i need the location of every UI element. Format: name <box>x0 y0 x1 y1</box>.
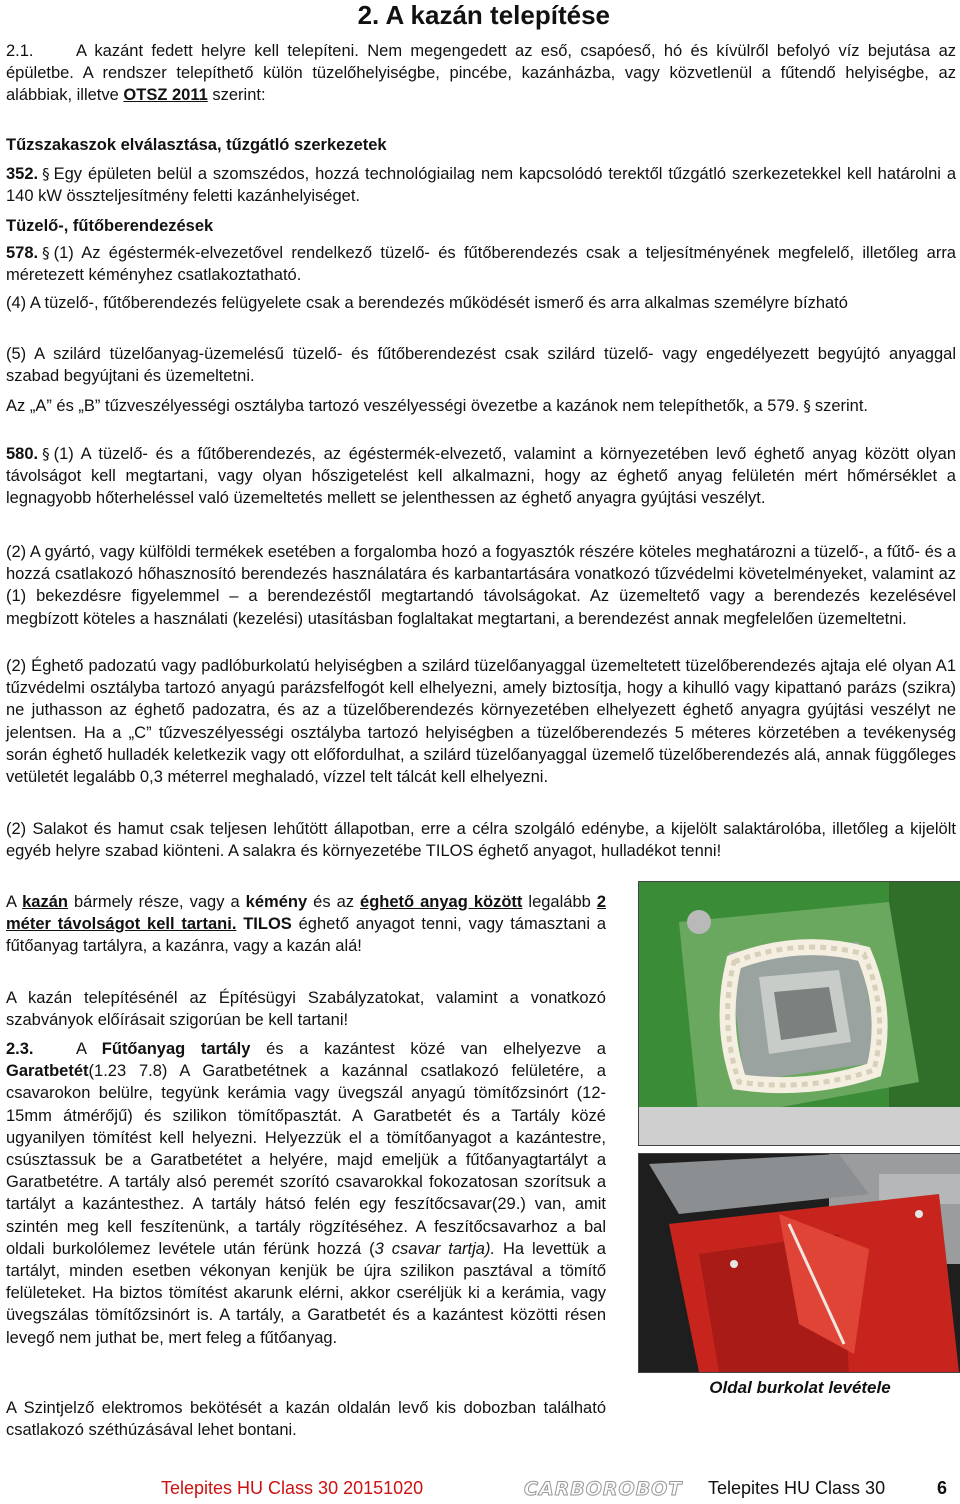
paragraph-ember-catcher: (2) Éghető padozatú vagy padlóburkolatú helyiségben a szilárd tüzelőanyaggal üzemeltetett tüzelőberendezés ajtaja elé olyan A1 tűzvédelmi osztályba tartozó anyagú parázsfelfogót kell elhelyezni, amely biztosítja, hogy a kihulló vagy kipattanó parázs (szikra) ne juthasson az éghető padozatra, és az a tüzelőberendezés környezetében elhelyezett éghető anyagra gyújtási veszélyt ne jelentsen. Ha a „C” tűzveszélyességi osztályba tartozó helyiségben a tüzelőberendezés 5 méteres körzetében a tevékenység során éghető hulladék keletkezik vagy ott előfordulhat, a szilárd tüzelőanyaggal üzemelő tüzelőberendezés alá, annak függőleges vetületét legalább 0,3 méterrel meghaladó, vízzel telt tálcát kell elhelyezni. <box>6 657 956 787</box>
photo-caption: Oldal burkolat levétele <box>709 1378 891 1397</box>
section-symbol: § <box>42 165 50 183</box>
section-symbol: § <box>42 445 50 463</box>
section-2-1: 2.1. A kazánt fedett helyre kell telepíteni. Nem megengedett az eső, csapóeső, hó és kívülről befolyó víz bejutása az épületbe. A rendszer telepíthető külön tüzelőhelyiségbe, pincébe, kazánházba, vagy közvetlenül a fűtendő helyiségbe, az alábbiak, illetve OTSZ 2011 szerint: <box>6 42 956 105</box>
photo-hopper-seal <box>638 881 960 1146</box>
footer-doc-name: Telepites HU Class 30 <box>708 1478 886 1498</box>
section-number: 2.1. <box>6 42 34 60</box>
paragraph-regulations: A kazán telepítésénél az Építésügyi Szabályzatokat, valamint a vonatkozó szabványok előírásait szigorúan be kell tartani! <box>6 989 606 1030</box>
subheading-fire-sections: Tűzszakaszok elválasztása, tűzgátló szerkezetek <box>6 136 387 154</box>
paragraph-580: 580. § (1) A tüzelő- és a fűtőberendezés, az égéstermék-elvezető, valamint a környezetében levő éghető anyag között olyan távolságot kell megtartani, vagy olyan hőszigetelést kell alkalmazni, hogy az éghető anyag felületén mért hőmérséklet a legnagyobb hőterheléssel való üzemeltetés mellett se jelenthessen az éghető anyagra gyújtási veszélyt. <box>6 445 956 508</box>
section-2-3: 2.3. A Fűtőanyag tartály és a kazántest közé van elhelyezve a Garatbetét(1.23 7.8) A Garatbetétnek a kazánnal csatlakozó felületére, a csavarokon belülre, tegyünk kerámia vagy üvegszál anyagú tömítőzsinórt (12-15mm átmérőjű) és szilikon tömítőpasztát. A Garatbetét és a Tartály közé ugyanilyen tömítést kell helyezni. Helyezzük el a tömítőanyagot a kazántestre, csúsztassuk be a Garatbetétet a helyére, majd emeljük a fűtőanyagtartályt a Garatbetétre. A tartály alsó peremét szorító csavarokkal fokozatosan szorítsuk a tartályt a kazántesthez. A tartály hátsó felén egy feszítőcsavar(29.) van, amit szintén meg kell feszítenünk, a tartály rögzítéséhez. A feszítőcsavarhoz a bal oldali burkolólemez levétele után férünk hozzá (3 csavar tartja). Ha levettük a tartályt, minden esetben vékonyan kenjük be újra szilikon pasztával a tömítő felületeket. Ha biztos tömítést akarunk elérni, akkor cseréljük ki a kerámia, vagy üvegszálas tömítőzsinórt is. A tartály, a Garatbetét és a kazántest közötti résen levegő nem juthat be, mert feleg a fűtőanyag. <box>6 1040 606 1347</box>
section-symbol: § <box>803 397 811 415</box>
paragraph-zone-ab: Az „A” és „B” tűzveszélyességi osztályba tartozó veszélyességi övezetbe a kazánok nem telepíthetők, a 579. § szerint. <box>6 397 869 415</box>
otsz-link[interactable]: OTSZ 2011 <box>123 86 208 105</box>
photo-side-panel-image <box>639 1154 960 1372</box>
paragraph-578-5: (5) A szilárd tüzelőanyag-üzemelésű tüzelő- és fűtőberendezést csak szilárd tüzelő- vagy engedélyezett begyújtó anyaggal szabad begyújtani és üzemeltetni. <box>6 345 956 386</box>
page-number: 6 <box>937 1478 948 1498</box>
warning-distance: A kazán bármely része, vagy a kémény és az éghető anyag között legalább 2 méter távolságot kell tartani. TILOS éghető anyagot tenni, vagy támasztani a fűtőanyag tartályra, a kazánra, vagy a kazán alá! <box>6 893 607 956</box>
page-footer <box>0 1478 960 1504</box>
paragraph-level-sensor: A Szintjelző elektromos bekötését a kazán oldalán levő kis dobozban található csatlakozó széthúzásával lehet bontani. <box>6 1399 606 1440</box>
subheading-heaters: Tüzelő-, fűtőberendezések <box>6 217 214 235</box>
footer-doc-id: Telepites HU Class 30 20151020 <box>161 1478 424 1498</box>
photo-hopper-seal-image <box>639 882 960 1145</box>
carborobot-logo: CARBOROBOT <box>524 1478 683 1500</box>
paragraph-578-4: (4) A tüzelő-, fűtőberendezés felügyelete csak a berendezés működését ismerő és arra alkalmas személyre bízható <box>6 294 848 312</box>
photo-side-panel <box>638 1153 960 1373</box>
paragraph-352: 352. § Egy épületen belül a szomszédos, hozzá technológiailag nem kapcsolódó terektől tűzgátló szerkezetekkel kell határolni a 140 kW összteljesítmény feletti kazánhelyiséget. <box>6 165 956 206</box>
paragraph-ash: (2) Salakot és hamut csak teljesen lehűtött állapotban, erre a célra szolgáló edénybe, a kijelölt salaktárolóba, illetőleg a kijelölt egyéb helyre szabad kiönteni. A salakra és környezetébe TILOS éghető anyagot, hulladékot tenni! <box>6 820 956 861</box>
paragraph-580-2: (2) A gyártó, vagy külföldi termékek esetében a forgalomba hozó a fogyasztók részére köteles meghatározni a tüzelő-, a fűtő- és a hozzá csatlakozó hőhasznosító berendezés használatára és karbantartására vonatkozó tűzvédelmi követelményeket, valamint az (1) bekezdésre figyelemmel – a berendezéstől megtartandó távolságokat. Az üzemeltető vagy a berendezés kezelésével megbízott köteles a használati (kezelési) utasításban foglaltakat megtartani, a berendezést annak megfelelően üzemeltetni. <box>6 543 956 628</box>
section-symbol: § <box>42 244 50 262</box>
page-title: 2. A kazán telepítése <box>357 0 610 30</box>
paragraph-578: 578. § (1) Az égéstermék-elvezetővel rendelkező tüzelő- és fűtőberendezés csak a teljesítményének megfelelő, illetőleg arra méretezett kéményhez csatlakoztatható. <box>6 244 956 285</box>
